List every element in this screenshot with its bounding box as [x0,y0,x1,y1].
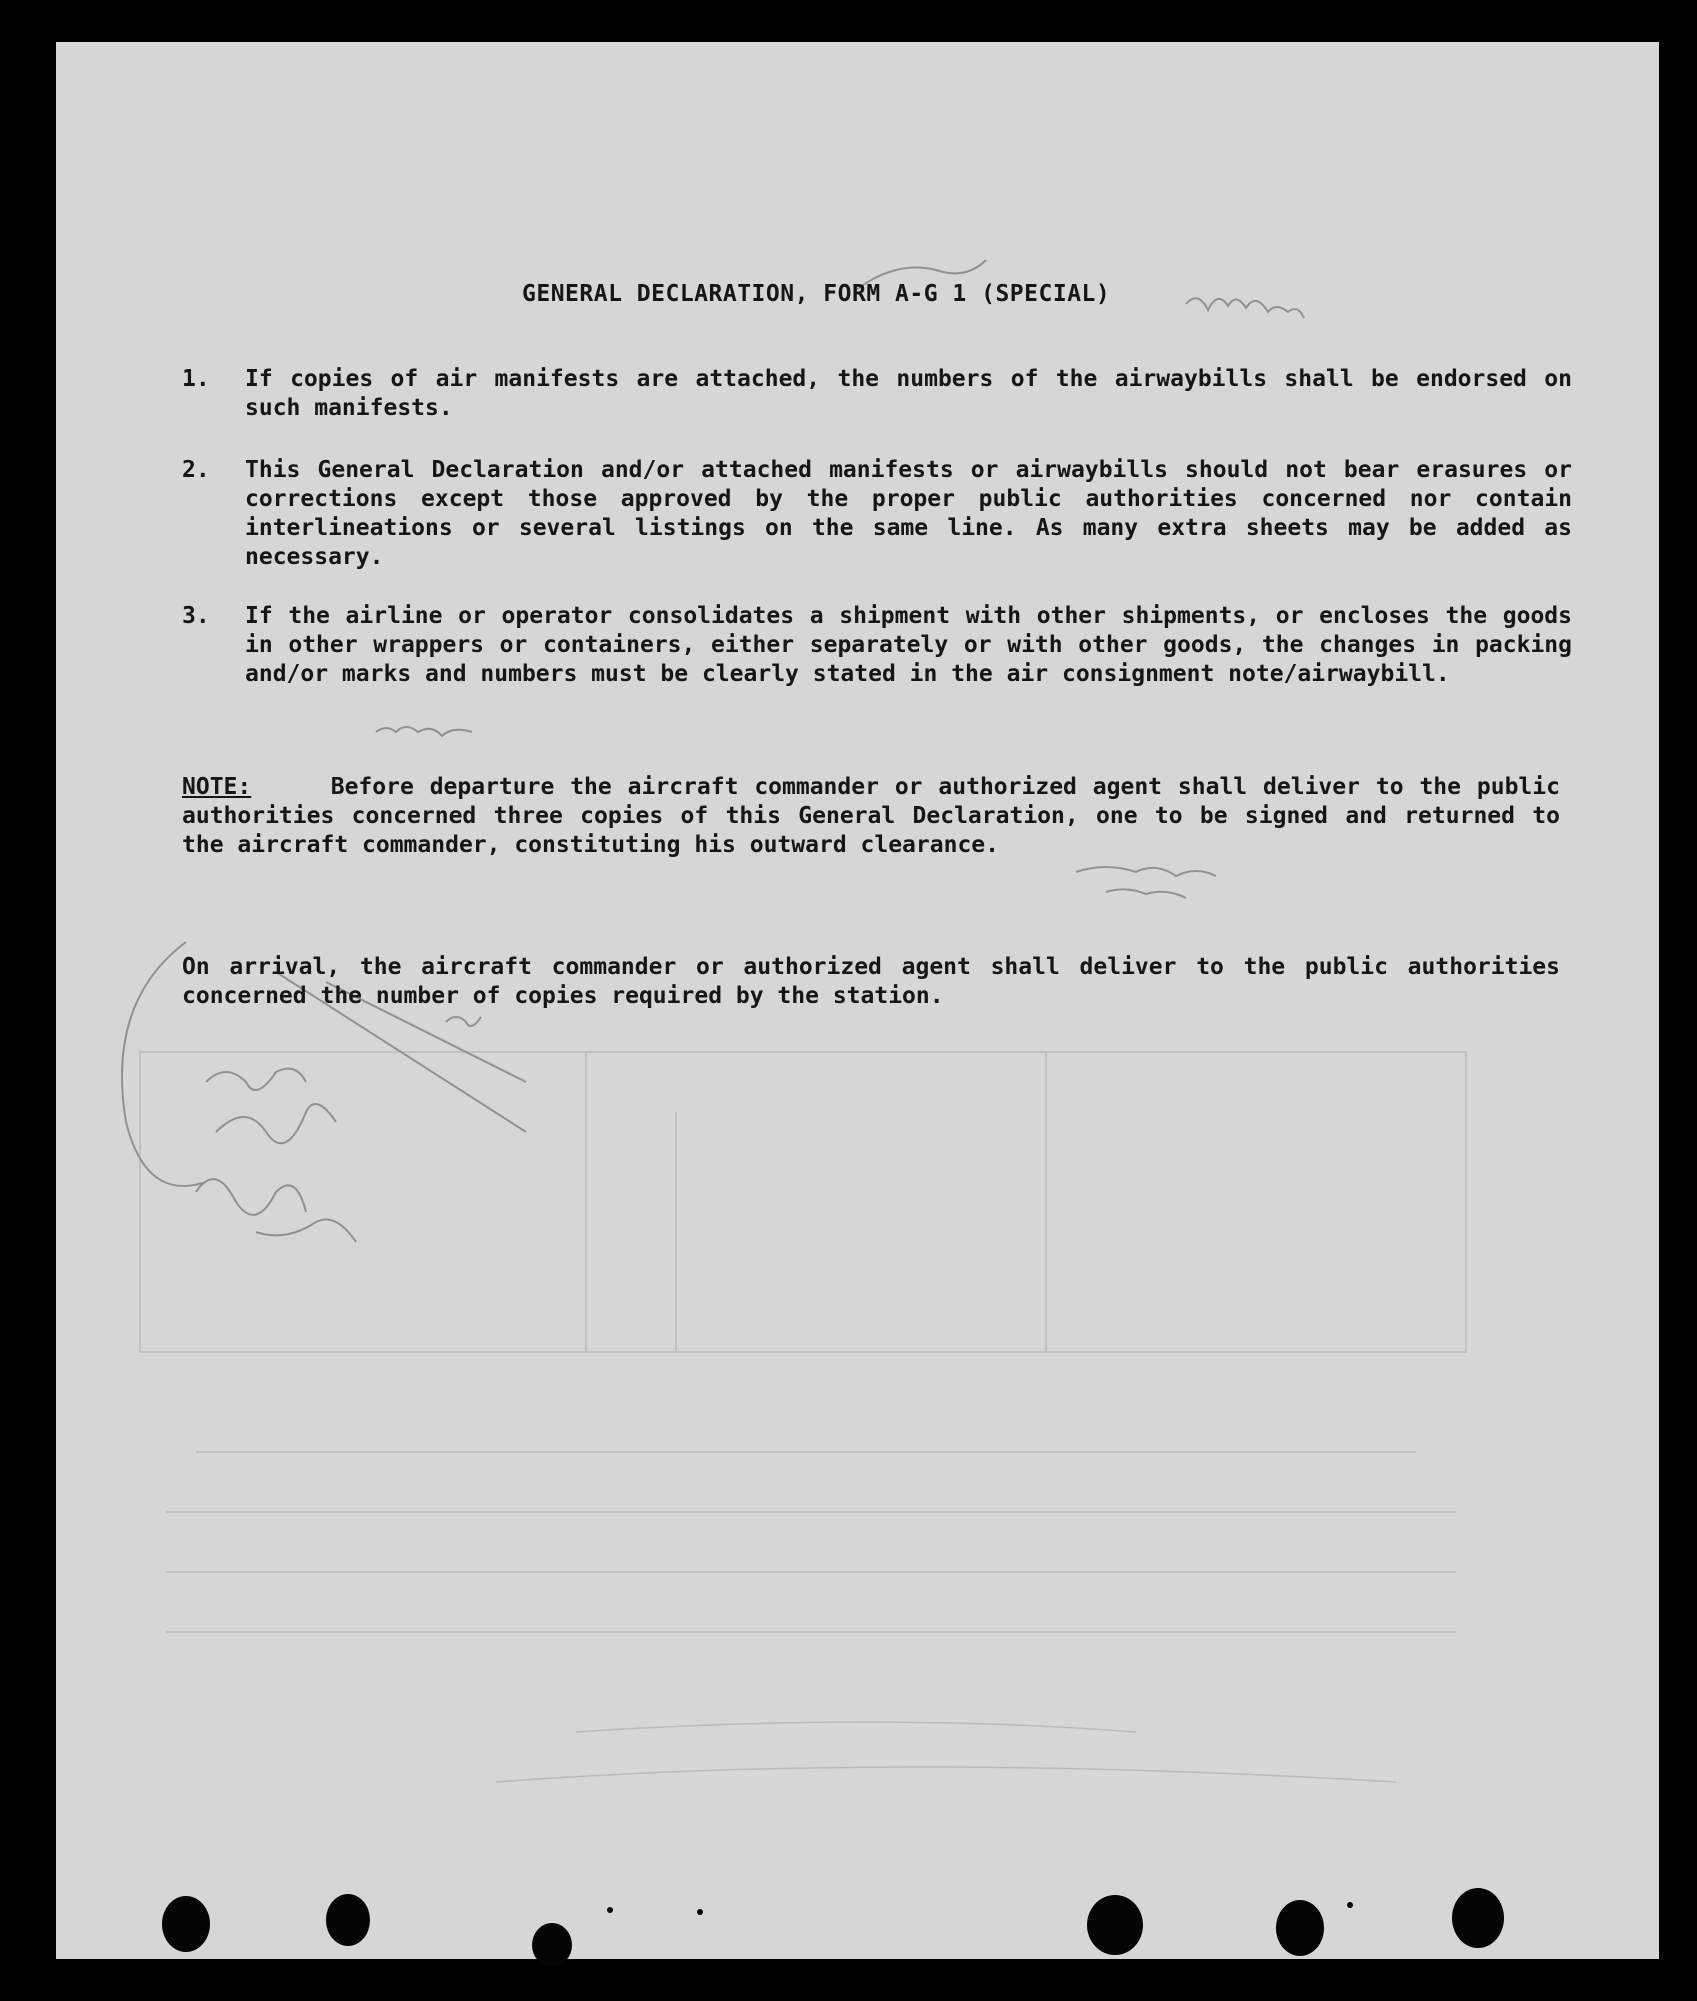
item-text: If copies of air manifests are attached, the numbers of the airwaybills shall be endorsed on such manifests. [245,366,1572,421]
note-label: NOTE: [182,774,252,800]
document-sheet [56,42,1659,1959]
item-number: 3. [182,603,210,629]
list-item [182,365,1572,423]
note-paragraph [182,773,1560,860]
item-text: This General Declaration and/or attached manifests or airwaybills should not bear erasures or corrections except those approved by the proper public authorities concerned nor contain interlineations or several listings on the same line. As many extra sheets may be added as necessary. [245,457,1572,570]
arrival-paragraph: On arrival, the aircraft commander or authorized agent shall deliver to the public authorities concerned the number of copies required by the station. [182,954,1560,1009]
list-item [182,456,1572,572]
item-number: 2. [182,457,210,483]
list-item [182,602,1572,689]
page-title: GENERAL DECLARATION, FORM A-G 1 (SPECIAL) [522,281,1111,307]
item-number: 1. [182,366,210,392]
note-text: Before departure the aircraft commander or authorized agent shall deliver to the public authorities concerned three copies of this General Declaration, one to be signed and returned to the aircraft commander, constituting his outward clearance. [182,774,1560,858]
item-text: If the airline or operator consolidates a shipment with other shipments, or encloses the goods in other wrappers or containers, either separately or with other goods, the changes in packing and/or marks and numbers must be clearly stated in the air consignment note/airwaybill. [245,603,1572,687]
